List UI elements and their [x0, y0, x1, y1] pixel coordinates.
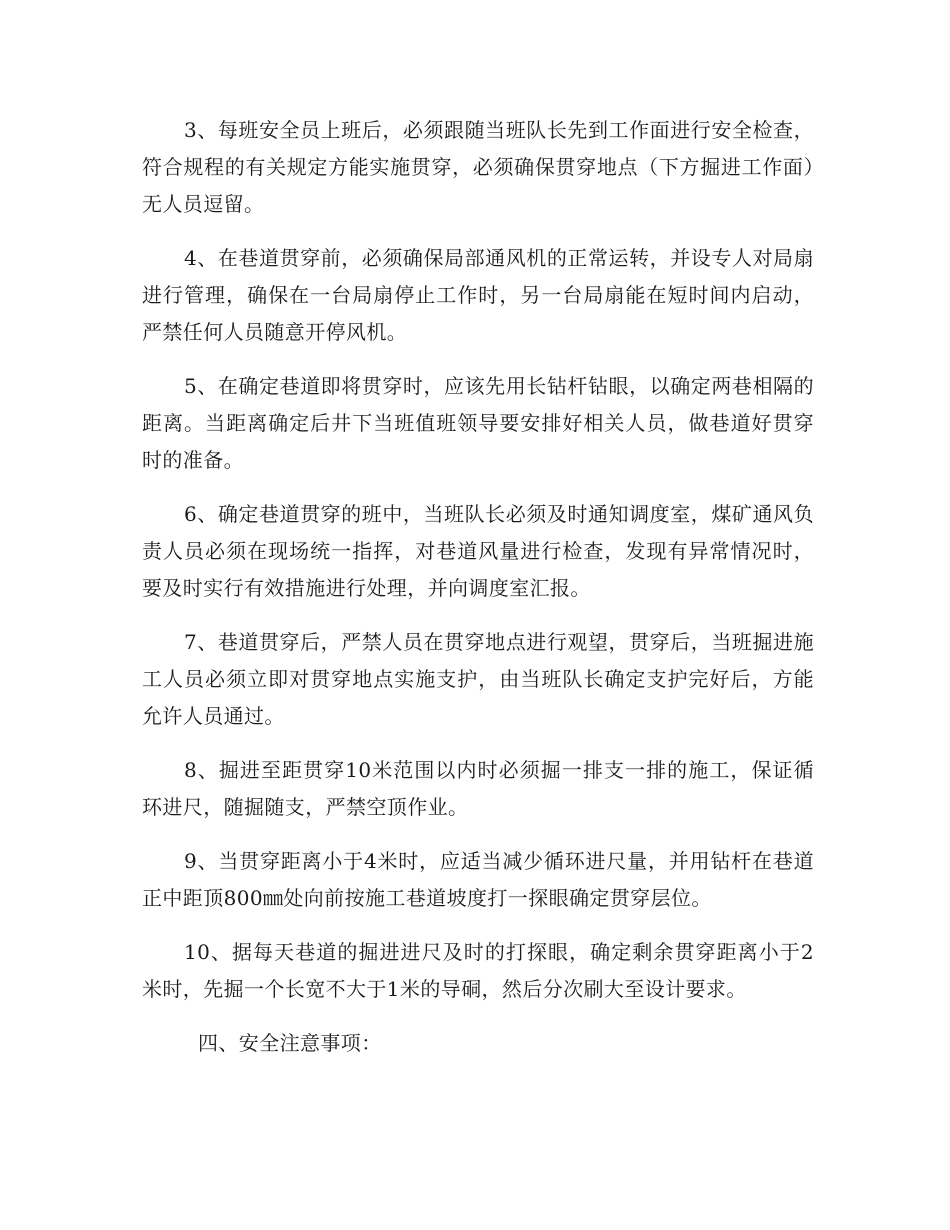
paragraph-8: 8、掘进至距贯穿10米范围以内时必须掘一排支一排的施工，保证循环进尺，随掘随支，严禁空顶作业。 — [142, 758, 814, 819]
paragraph-9: 9、当贯穿距离小于4米时，应适当减少循环进尺量，并用钻杆在巷道正中距顶800㎜处向前按施工巷道坡度打一探眼确定贯穿层位。 — [142, 849, 814, 910]
paragraph-3: 3、每班安全员上班后，必须跟随当班队长先到工作面进行安全检查，符合规程的有关规定方能实施贯穿，必须确保贯穿地点（下方掘进工作面）无人员逗留。 — [142, 118, 814, 216]
section-heading: 四、安全注意事项： — [198, 1031, 382, 1055]
paragraph-6: 6、确定巷道贯穿的班中，当班队长必须及时通知调度室，煤矿通风负责人员必须在现场统一指挥，对巷道风量进行检查，发现有异常情况时，要及时实行有效措施进行处理，并向调度室汇报。 — [142, 502, 814, 600]
paragraph-10: 10、据每天巷道的掘进进尺及时的打探眼，确定剩余贯穿距离小于2米时，先掘一个长宽不大于1米的导硐，然后分次刷大至设计要求。 — [142, 940, 814, 1001]
paragraph-5: 5、在确定巷道即将贯穿时，应该先用长钻杆钻眼，以确定两巷相隔的距离。当距离确定后井下当班值班领导要安排好相关人员，做巷道好贯穿时的准备。 — [142, 374, 814, 472]
paragraph-4: 4、在巷道贯穿前，必须确保局部通风机的正常运转，并设专人对局扇进行管理，确保在一台局扇停止工作时，另一台局扇能在短时间内启动，严禁任何人员随意开停风机。 — [142, 246, 814, 344]
document-body — [142, 112, 814, 1062]
paragraph-7: 7、巷道贯穿后，严禁人员在贯穿地点进行观望，贯穿后，当班掘进施工人员必须立即对贯穿地点实施支护，由当班队长确定支护完好后，方能允许人员通过。 — [142, 630, 814, 728]
